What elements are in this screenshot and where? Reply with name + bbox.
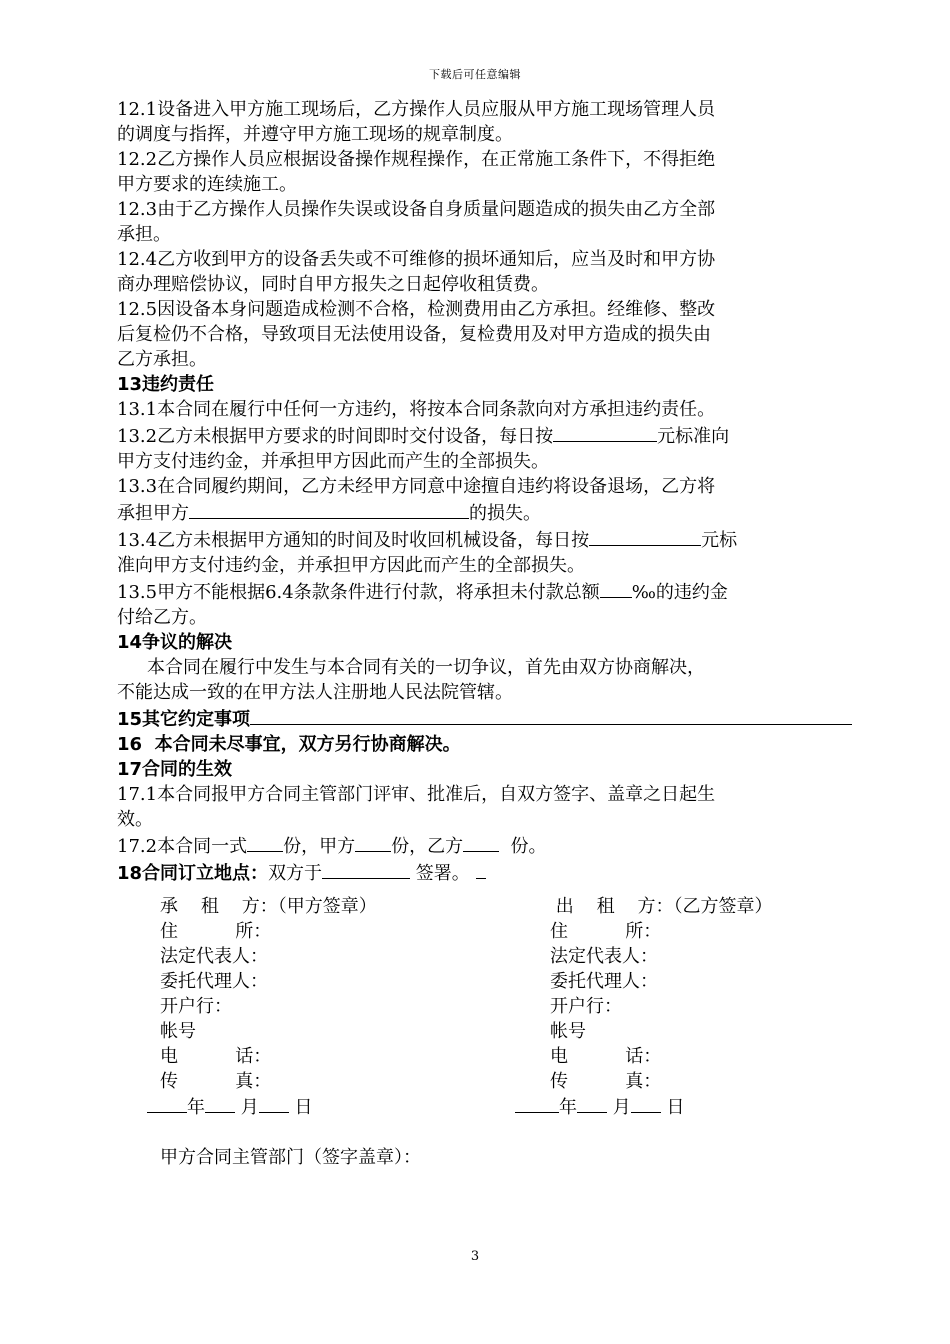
- section-15-heading: 15其它约定事项: [117, 709, 251, 730]
- clause-13-5-unit: ‰的违约金: [631, 582, 728, 603]
- lessor-phone: 电 话：: [550, 1046, 662, 1067]
- loss-blank[interactable]: [189, 499, 469, 519]
- lessor-fax: 传 真：: [550, 1071, 662, 1092]
- clause-17-2-party-a: 份，甲方: [283, 836, 356, 857]
- clause-12-1-line1: 12.1设备进入甲方施工现场后，乙方操作人员应服从甲方施工现场管理人员: [117, 99, 716, 120]
- clause-12-3-line2: 承担。: [117, 224, 171, 245]
- lessee-title: 承 租 方：（甲方签章）: [160, 896, 377, 917]
- lessor-month-blank[interactable]: [577, 1093, 607, 1113]
- clause-17-2-text: 17.2本合同一式: [117, 836, 248, 857]
- section-18-line: [117, 859, 867, 886]
- lessor-legal-rep: 法定代表人：: [550, 946, 658, 967]
- lessee-bank: 开户行：: [160, 996, 232, 1017]
- permille-blank[interactable]: [600, 578, 632, 598]
- section-14-heading: 14争议的解决: [117, 632, 233, 653]
- lessor-year-blank[interactable]: [515, 1093, 559, 1113]
- copies-total-blank[interactable]: [247, 832, 283, 852]
- clause-17-1-line2: 效。: [117, 809, 153, 830]
- clause-13-4-line1: [117, 526, 867, 553]
- clause-13-3-tail: 的损失。: [469, 503, 541, 524]
- clause-12-5-line3: 乙方承担。: [117, 349, 207, 370]
- section-15-line: [117, 705, 867, 732]
- lessee-month-blank[interactable]: [205, 1093, 235, 1113]
- clause-14-line1: 本合同在履行中发生与本合同有关的一切争议，首先由双方协商解决，: [147, 657, 705, 678]
- clause-13-4-line2: 准向甲方支付违约金，并承担甲方因此而产生的全部损失。: [117, 555, 585, 576]
- lessor-column: [550, 894, 773, 1094]
- lessor-account: 帐号: [550, 1021, 586, 1042]
- clause-13-4-text: 13.4乙方未根据甲方通知的时间及时收回机械设备，每日按: [117, 530, 590, 551]
- dept-signature: 甲方合同主管部门（签字盖章）：: [160, 1147, 421, 1168]
- recovery-penalty-blank[interactable]: [589, 526, 701, 546]
- section-18-heading: 18合同订立地点：: [117, 863, 269, 884]
- clause-14-line2: 不能达成一致的在甲方法人注册地人民法院管辖。: [117, 682, 513, 703]
- lessor-day-blank[interactable]: [631, 1093, 661, 1113]
- clause-13-3-line2: [117, 499, 867, 526]
- clause-12-5-line1: 12.5因设备本身问题造成检测不合格，检测费用由乙方承担。经维修、整改: [117, 299, 716, 320]
- lessee-year-label: 年: [187, 1097, 205, 1118]
- copies-a-blank[interactable]: [355, 832, 391, 852]
- clause-13-1: 13.1本合同在履行中任何一方违约，将按本合同条款向对方承担违约责任。: [117, 399, 716, 420]
- clause-12-2-line2: 甲方要求的连续施工。: [117, 174, 297, 195]
- clause-12-4-line2: 商办理赔偿协议，同时自甲方报失之日起停收租赁费。: [117, 274, 549, 295]
- contract-body: [117, 97, 867, 886]
- clause-12-4-line1: 12.4乙方收到甲方的设备丢失或不可维修的损坏通知后，应当及时和甲方协: [117, 249, 716, 270]
- section-18-text: 双方于: [268, 863, 323, 884]
- clause-13-5-line2: 付给乙方。: [117, 607, 207, 628]
- page-header: 下载后可任意编辑: [429, 68, 521, 81]
- lessor-year-label: 年: [559, 1097, 577, 1118]
- section-18-tail: 签署。: [410, 863, 470, 884]
- lessee-column: [160, 894, 377, 1094]
- clause-13-3-line1: 13.3在合同履约期间，乙方未经甲方同意中途擅自违约将设备退场，乙方将: [117, 476, 716, 497]
- lessee-date: [147, 1093, 312, 1119]
- clause-13-2-line1: [117, 422, 867, 449]
- clause-13-5-text: 13.5甲方不能根据6.4条款条件进行付款，将承担未付款总额: [117, 582, 600, 603]
- clause-12-3-line1: 12.3由于乙方操作人员操作失误或设备自身质量问题造成的损失由乙方全部: [117, 199, 716, 220]
- lessee-address: 住 所：: [160, 921, 272, 942]
- lessee-agent: 委托代理人：: [160, 971, 268, 992]
- clause-13-3-text: 承担甲方: [117, 503, 189, 524]
- clause-13-4-unit: 元标: [701, 530, 738, 551]
- lessee-legal-rep: 法定代表人：: [160, 946, 268, 967]
- signing-place-blank[interactable]: [322, 859, 410, 879]
- section-17-heading: 17合同的生效: [117, 759, 233, 780]
- lessor-day-label: 日: [660, 1097, 685, 1118]
- clause-17-1-line1: 17.1本合同报甲方合同主管部门评审、批准后，自双方签字、盖章之日起生: [117, 784, 716, 805]
- other-terms-blank[interactable]: [250, 705, 852, 725]
- lessor-month-label: 月: [607, 1097, 631, 1118]
- lessee-account: 帐号: [160, 1021, 196, 1042]
- clause-13-2-line2: 甲方支付违约金，并承担甲方因此而产生的全部损失。: [117, 451, 549, 472]
- lessor-address: 住 所：: [550, 921, 662, 942]
- section-13-heading: 13违约责任: [117, 374, 215, 395]
- daily-penalty-blank[interactable]: [553, 422, 657, 442]
- lessor-bank: 开户行：: [550, 996, 622, 1017]
- clause-13-2-text: 13.2乙方未根据甲方要求的时间即时交付设备，每日按: [117, 426, 554, 447]
- clause-17-2: [117, 832, 867, 859]
- lessor-agent: 委托代理人：: [550, 971, 658, 992]
- lessee-phone: 电 话：: [160, 1046, 272, 1067]
- lessee-day-label: 日: [288, 1097, 313, 1118]
- clause-13-5-line1: [117, 578, 867, 605]
- page-number: 3: [470, 1249, 480, 1264]
- trailing-blank[interactable]: [476, 859, 486, 879]
- clause-13-2-unit: 元标准向: [657, 426, 730, 447]
- lessee-fax: 传 真：: [160, 1071, 272, 1092]
- lessor-title: 出 租 方：（乙方签章）: [550, 896, 773, 917]
- clause-12-1-line2: 的调度与指挥，并遵守甲方施工现场的规章制度。: [117, 124, 513, 145]
- lessee-day-blank[interactable]: [259, 1093, 289, 1113]
- clause-17-2-tail: 份。: [499, 836, 547, 857]
- copies-b-blank[interactable]: [463, 832, 499, 852]
- lessee-year-blank[interactable]: [147, 1093, 187, 1113]
- clause-12-2-line1: 12.2乙方操作人员应根据设备操作规程操作，在正常施工条件下，不得拒绝: [117, 149, 716, 170]
- clause-17-2-party-b: 份，乙方: [391, 836, 464, 857]
- lessor-date: [515, 1093, 684, 1119]
- clause-12-5-line2: 后复检仍不合格，导致项目无法使用设备，复检费用及对甲方造成的损失由: [117, 324, 711, 345]
- section-16-heading: 16 本合同未尽事宜，双方另行协商解决。: [117, 734, 461, 755]
- lessee-month-label: 月: [235, 1097, 259, 1118]
